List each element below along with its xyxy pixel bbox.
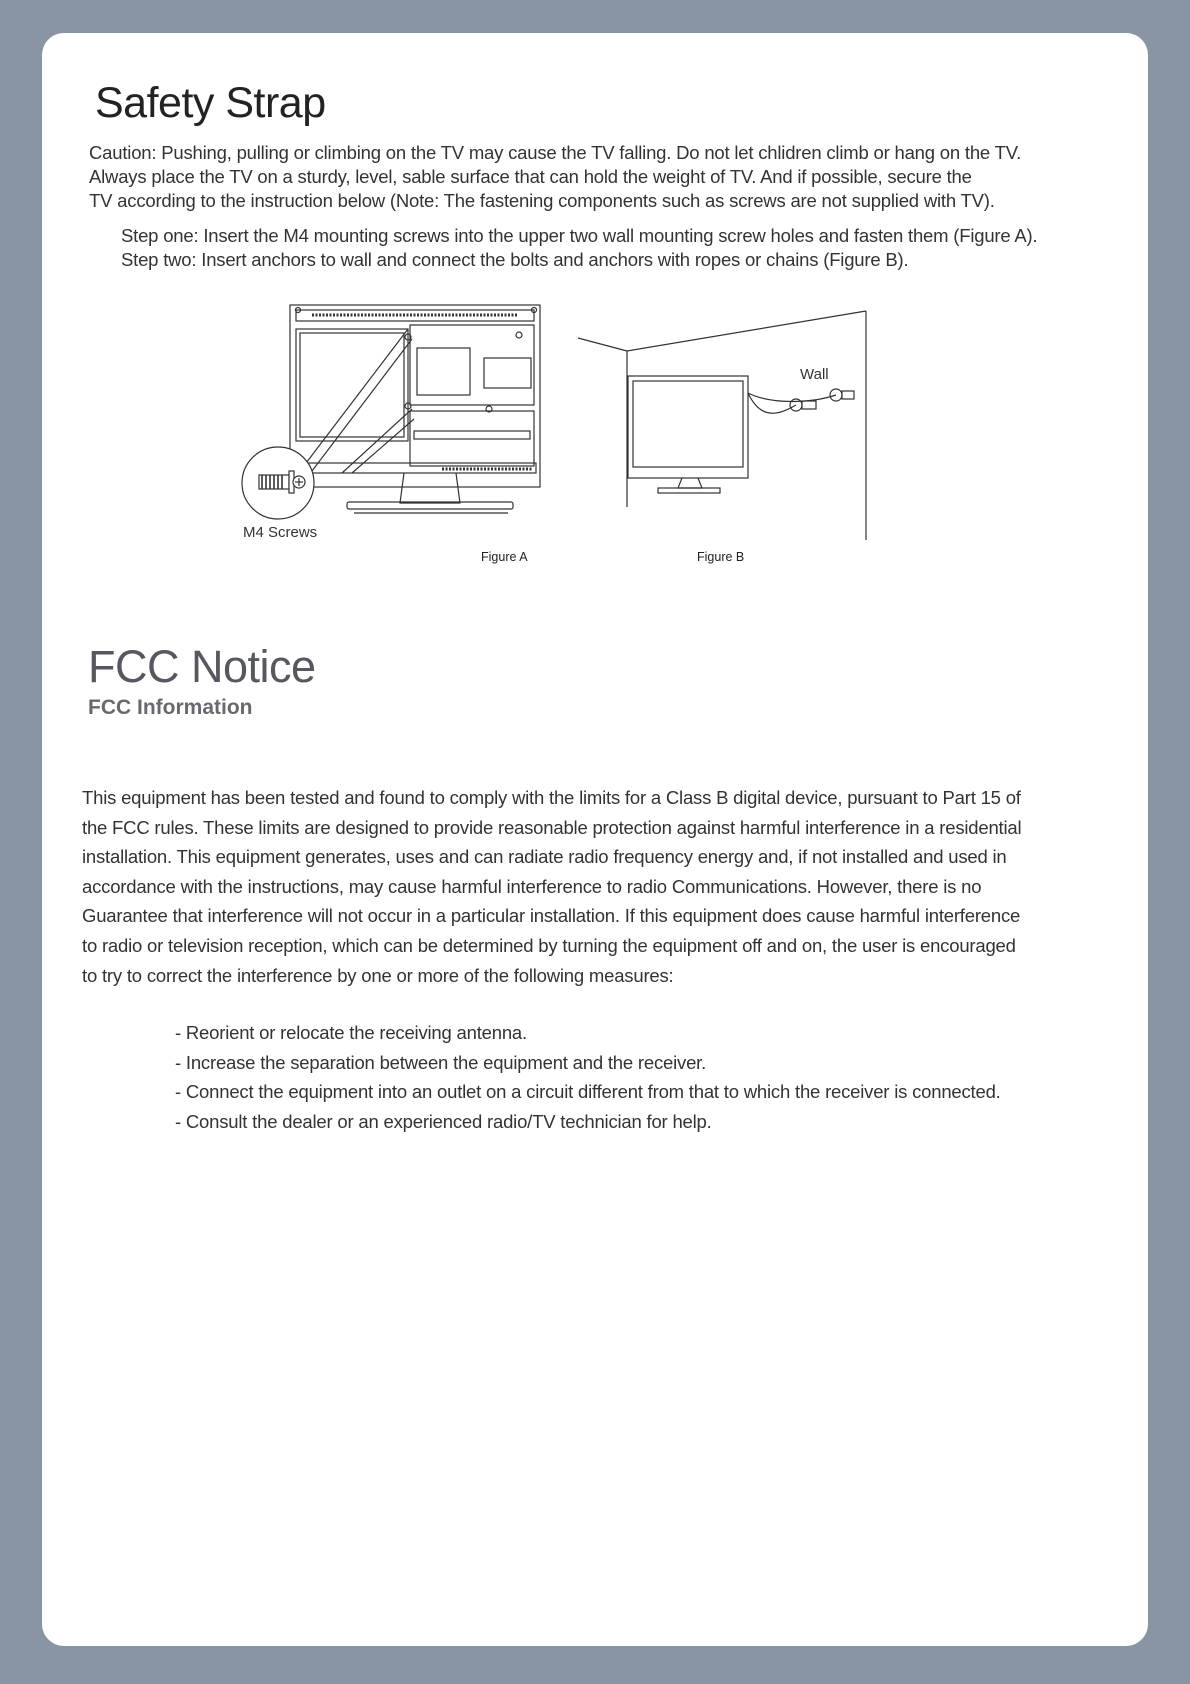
- step-two: Step two: Insert anchors to wall and connect the bolts and anchors with ropes or chains (Figure B).: [121, 249, 909, 270]
- measure-item: - Consult the dealer or an experienced radio/TV technician for help.: [175, 1110, 712, 1132]
- caution-line: Caution: Pushing, pulling or climbing on the TV may cause the TV falling. Do not let chlidren climb or hang on the TV.: [89, 142, 1022, 163]
- fcc-body-line: the FCC rules. These limits are designed to provide reasonable protection against harmful interference in a residential: [82, 816, 1022, 838]
- figure-a-caption: Figure A: [481, 550, 528, 564]
- fcc-body-line: to radio or television reception, which can be determined by turning the equipment off and on, the user is encouraged: [82, 934, 1016, 956]
- caution-line: Always place the TV on a sturdy, level, sable surface that can hold the weight of TV. And if possible, secure the: [89, 166, 972, 187]
- fcc-body-line: to try to correct the interference by one or more of the following measures:: [82, 964, 674, 986]
- fcc-body-paragraph: [82, 783, 1122, 990]
- fcc-body-line: installation. This equipment generates, uses and can radiate radio frequency energy and, if not installed and used in: [82, 846, 1007, 868]
- step-one: Step one: Insert the M4 mounting screws into the upper two wall mounting screw holes and fasten them (Figure A).: [121, 225, 1038, 246]
- figure-a-tv-back: [290, 305, 540, 513]
- fcc-body-line: Guarantee that interference will not occur in a particular installation. If this equipment does cause harmful interference: [82, 905, 1021, 927]
- figure-b-caption: Figure B: [697, 550, 745, 564]
- fcc-body-line: This equipment has been tested and found to comply with the limits for a Class B digital device, pursuant to Part 15 of: [82, 787, 1021, 808]
- measure-item: - Reorient or relocate the receiving antenna.: [175, 1022, 527, 1043]
- fcc-body-line: accordance with the instructions, may cause harmful interference to radio Communications. However, there is no: [82, 875, 982, 897]
- safety-strap-figure: [42, 33, 1148, 593]
- measure-item: - Connect the equipment into an outlet on a circuit different from that to which the receiver is connected.: [175, 1081, 1001, 1103]
- wall-label: Wall: [800, 366, 829, 383]
- fcc-measures-list: [175, 1018, 1001, 1136]
- measure-item: - Increase the separation between the equipment and the receiver.: [175, 1051, 707, 1073]
- fcc-notice-heading: FCC Notice: [88, 641, 316, 692]
- caution-line: TV according to the instruction below (Note: The fastening components such as screws are not supplied with TV).: [89, 190, 995, 211]
- page-sheet: [42, 33, 1148, 1646]
- figure-b-wall-scene: [578, 311, 866, 540]
- m4-screws-label: M4 Screws: [243, 524, 318, 541]
- fcc-information-subheading: FCC Information: [88, 696, 253, 719]
- m4-screw-magnifier: [242, 447, 314, 519]
- safety-strap-heading: Safety Strap: [95, 79, 326, 127]
